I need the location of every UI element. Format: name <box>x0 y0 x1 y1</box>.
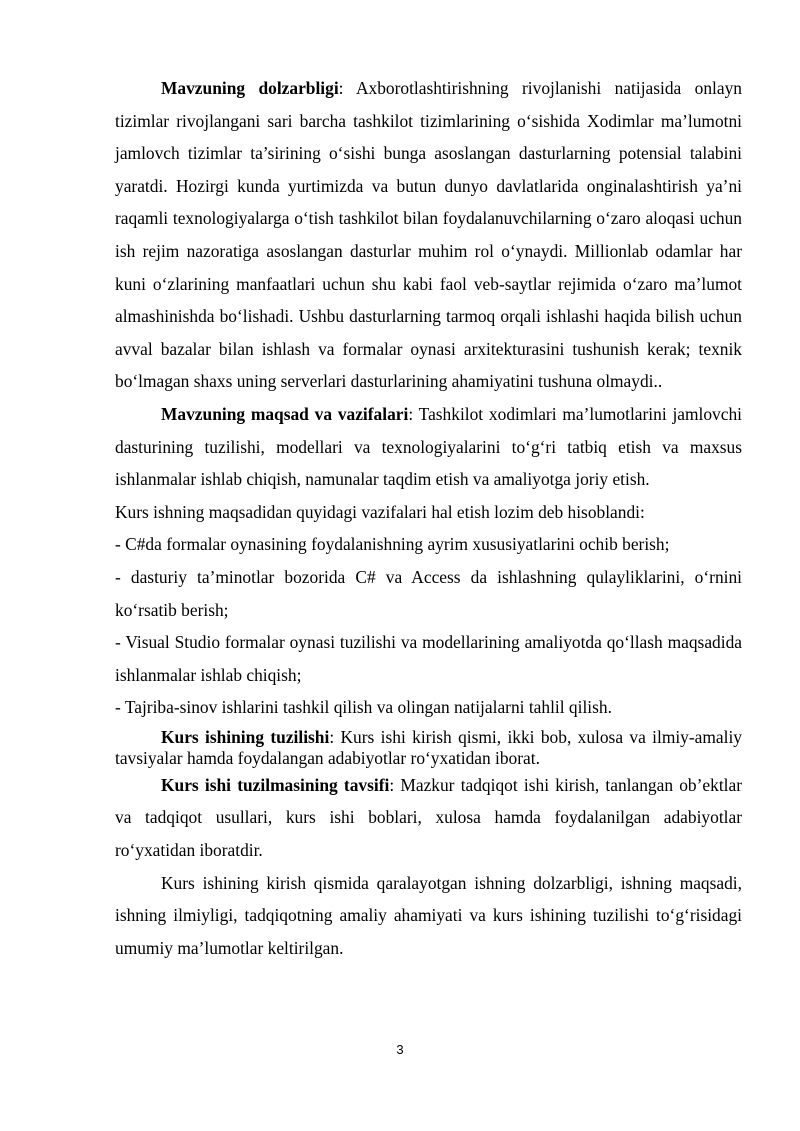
paragraph-heading: Kurs ishi tuzilmasining tavsifi <box>161 774 390 795</box>
paragraph-tasks-intro: Kurs ishning maqsadidan quyidagi vazifalari hal etish lozim deb hisoblandi: <box>115 501 645 522</box>
paragraph-structure-description <box>115 769 742 867</box>
paragraph-structure <box>115 727 742 769</box>
paragraph-text: : Axborotlashtirishning rivojlanishi natijasida onlayn tizimlar rivojlangani sari barcha tashkilot tizimlarining o‘sishida Xodimlar ma’lumotni jamlovch tizimlar ta’sirining o‘sishi bunga asoslangan dasturlarning potensial talabini yaratdi. Hozirgi kunda yurtimizda va butun dunyo davlatlarida onginalashtirish ya’ni raqamli texnologiyalarga o‘tish tashkilot bilan foydalanuvchilarning o‘zaro aloqasi uchun ish rejim nazoratiga asoslangan dasturlar muhim rol o‘ynaydi. Millionlab odamlar har kuni o‘zlarining manfaatlari uchun shu kabi faol veb-saytlar rejimida o‘zaro ma’lumot almashinishda bo‘lishadi. Ushbu dasturlarning tarmoq orqali ishlashi haqida bilish uchun avval bazalar bilan ishlash va formalar oynasi arxitekturasini tushunish kerak; texnik bo‘lmagan shaxs uning serverlari dasturlarining ahamiyatini tushuna olmaydi.. <box>115 78 742 392</box>
paragraph-relevance <box>115 72 742 398</box>
paragraph-text: : Tashkilot xodimlari ma’lumotlarini jamlovchi dasturining tuzilishi, modellari va texnologiyalarini to‘g‘ri tatbiq etish va maxsus ishlanmalar ishlab chiqish, namunalar taqdim etish va amaliyotga joriy etish. <box>115 403 742 490</box>
list-item: - Tajriba-sinov ishlarini tashkil qilish va olingan natijalarni tahlil qilish. <box>115 697 612 718</box>
list-item: - dasturiy ta’minotlar bozorida C# va Access da ishlashning qulayliklarini, o‘rnini ko‘rsatib berish; <box>115 566 742 620</box>
page-number: 3 <box>396 1042 404 1057</box>
paragraph-goals <box>115 398 742 496</box>
document-body <box>115 72 742 964</box>
paragraph-heading: Kurs ishining tuzilishi <box>161 726 330 747</box>
paragraph-introduction-summary: Kurs ishining kirish qismida qaralayotgan ishning dolzarbligi, ishning maqsadi, ishning ilmiyligi, tadqiqotning amaliy ahamiyati va kurs ishining tuzilishi to‘g‘risidagi umumiy ma’lumotlar keltirilgan. <box>115 872 742 958</box>
paragraph-text: : Mazkur tadqiqot ishi kirish, tanlangan ob’ektlar va tadqiqot usullari, kurs ishi boblari, xulosa hamda foydalanilgan adabiyotlar ro‘yxatidan iboratdir. <box>115 774 743 861</box>
list-item: - Visual Studio formalar oynasi tuzilishi va modellarining amaliyotda qo‘llash maqsadida ishlanmalar ishlab chiqish; <box>115 632 742 685</box>
paragraph-heading: Mavzuning maqsad va vazifalari <box>161 403 409 424</box>
paragraph-text: : Kurs ishi kirish qismi, ikki bob, xulosa va ilmiy-amaliy tavsiyalar hamda foydalangan adabiyotlar ro‘yxatidan iborat. <box>115 726 742 768</box>
paragraph-heading: Mavzuning dolzarbligi <box>161 78 339 98</box>
list-item: - C#da formalar oynasining foydalanishning ayrim xususiyatlarini ochib berish; <box>115 534 670 555</box>
